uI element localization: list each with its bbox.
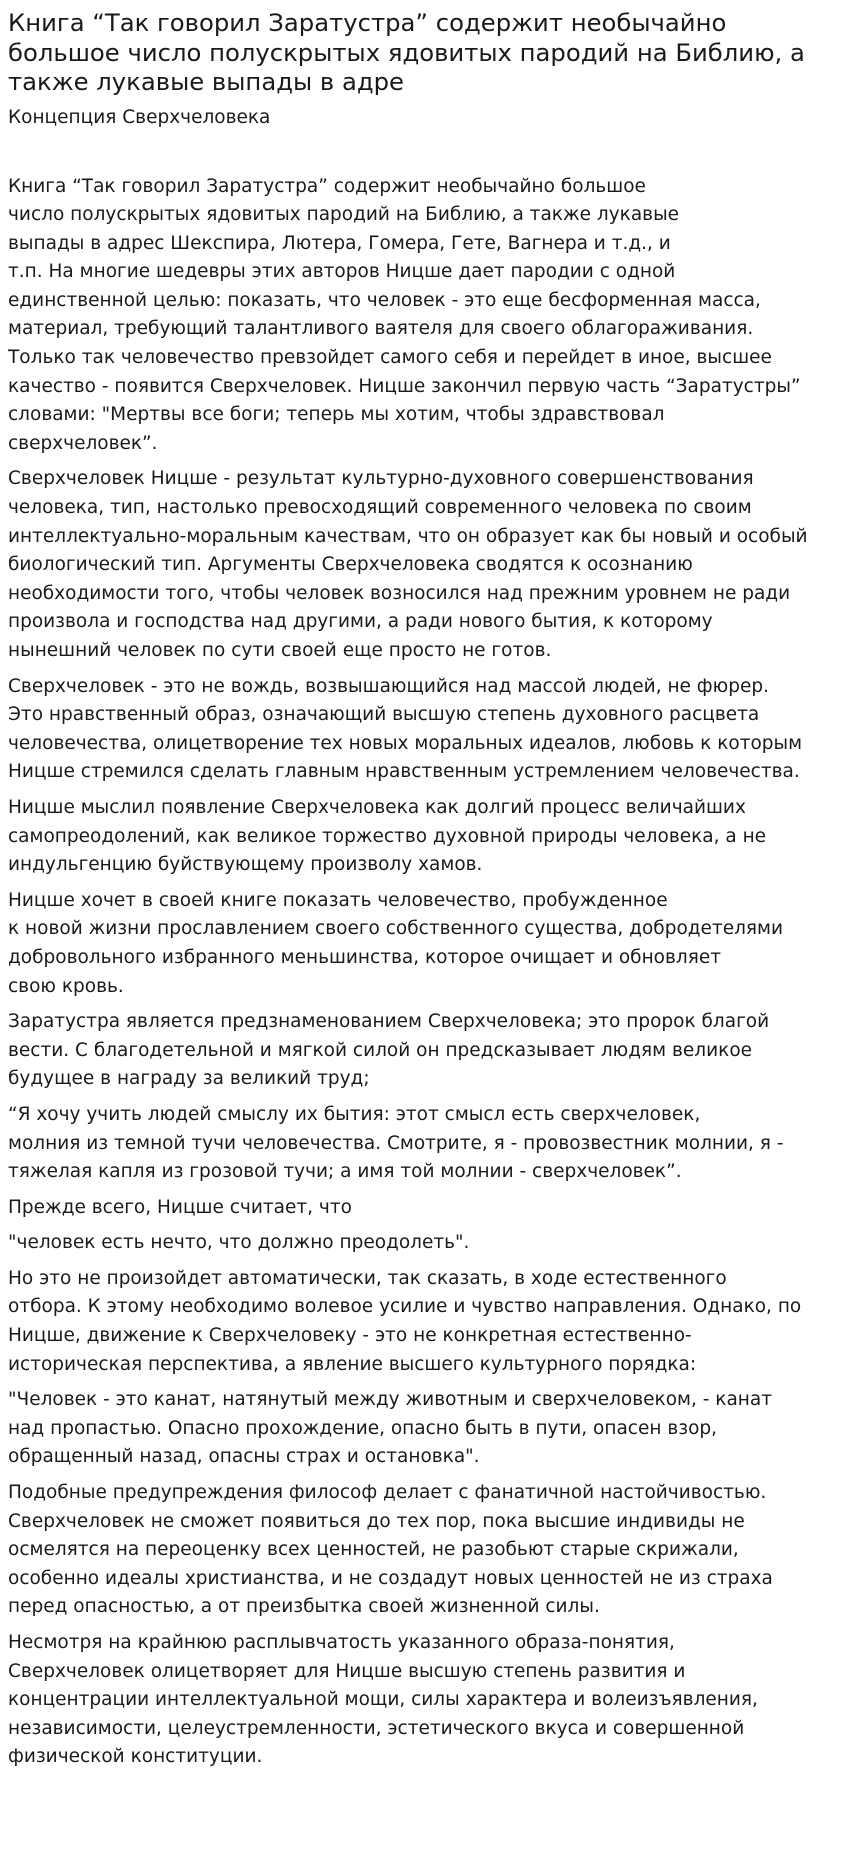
article [8,0,843,1779]
body-paragraph: Но это не произойдет автоматически, так сказать, в ходе естественного отбора. К этому необходимо волевое усилие и чувство направления. Однако, по Ницше, движение к Сверхчеловеку - это не конкретная естественно- историческая перспектива, а явление высшего культурного порядка: [8,1267,802,1375]
article-title: Книга “Так говорил Заратустра” содержит необычайно большое число полускрытых ядовитых пародий на Библию, а также лукавые выпады в адре [8,8,805,96]
body-paragraph: Подобные предупреждения философ делает с фанатичной настойчивостью. Сверхчеловек не сможет появиться до тех пор, пока высшие индивиды не осмелятся на переоценку всех ценностей, не разобьют старые скрижали, особенно идеалы христианства, и не создадут новых ценностей не из страха перед опасностью, а от преизбытка своей жизненной силы. [8,1482,773,1618]
body-paragraph: Сверхчеловек Ницше - результат культурно-духовного совершенствования человека, тип, настолько превосходящий современного человека по своим интеллектуально-моральным качествам, что он образует как бы новый и особый биологический тип. Аргументы Сверхчеловека сводятся к осознанию необходимости того, чтобы человек возносился над прежним уровнем не ради произвола и господства над другими, а ради нового бытия, к которому нынешний человек по сути своей еще просто не готов. [8,468,808,661]
quote-paragraph: "человек есть нечто, что должно преодолеть". [8,1232,470,1254]
body-paragraph: Книга “Так говорил Заратустра” содержит необычайно большое число полускрытых ядовитых пародий на Библию, а также лукавые выпады в адрес Шекспира, Лютера, Гомера, Гете, Вагнера и т.д., и т.п. На многие шедевры этих авторов Ницше дает пародии с одной единственной целью: показать, что человек - это еще бесформенная масса, материал, требующий талантливого ваятеля для своего облагораживания. Только так человечество превзойдет самого себя и перейдет в иное, высшее качество - появится Сверхчеловек. Ницше закончил первую часть “Заратустры” словами: "Мертвы все боги; теперь мы хотим, чтобы здравствовал сверхчеловек”. [8,175,801,454]
article-subtitle: Концепция Сверхчеловека [8,106,271,128]
body-paragraph: Ницше хочет в своей книге показать человечество, пробужденное к новой жизни прославлением своего собственного существа, добродетелями добровольного избранного меньшинства, которое очищает и обновляет свою кровь. [8,889,784,997]
body-paragraph: Несмотря на крайнюю расплывчатость указанного образа-понятия, Сверхчеловек олицетворяет для Ницше высшую степень развития и концентрации интеллектуальной мощи, силы характера и волеизъявления, независимости, целеустремленности, эстетического вкуса и совершенной физической конституции. [8,1632,758,1768]
body-paragraph: Ницше мыслил появление Сверхчеловека как долгий процесс величайших самопреодолений, как великое торжество духовной природы человека, а не индульгенцию буйствующему произволу хамов. [8,796,767,876]
body-paragraph: Сверхчеловек - это не вождь, возвышающийся над массой людей, не фюрер. Это нравственный образ, означающий высшую степень духовного расцвета человечества, олицетворение тех новых моральных идеалов, любовь к которым Ницше стремился сделать главным нравственным устремлением человечества. [8,675,803,783]
quote-paragraph: “Я хочу учить людей смыслу их бытия: этот смысл есть сверхчеловек, молния из темной тучи человечества. Смотрите, я - провозвестник молнии, я - тяжелая капля из грозовой тучи; а имя той молнии - сверхчеловек”. [8,1103,784,1183]
body-paragraph: Прежде всего, Ницше считает, что [8,1196,352,1218]
article-body [8,173,843,1772]
quote-paragraph: "Человек - это канат, натянутый между животным и сверхчеловеком, - канат над пропастью. Опасно прохождение, опасно быть в пути, опасен взор, обращенный назад, опасны страх и остановка". [8,1389,773,1468]
body-paragraph: Заратустра является предзнаменованием Сверхчеловека; это пророк благой вести. С благодетельной и мягкой силой он предсказывает людям великое будущее в награду за великий труд; [8,1011,770,1090]
